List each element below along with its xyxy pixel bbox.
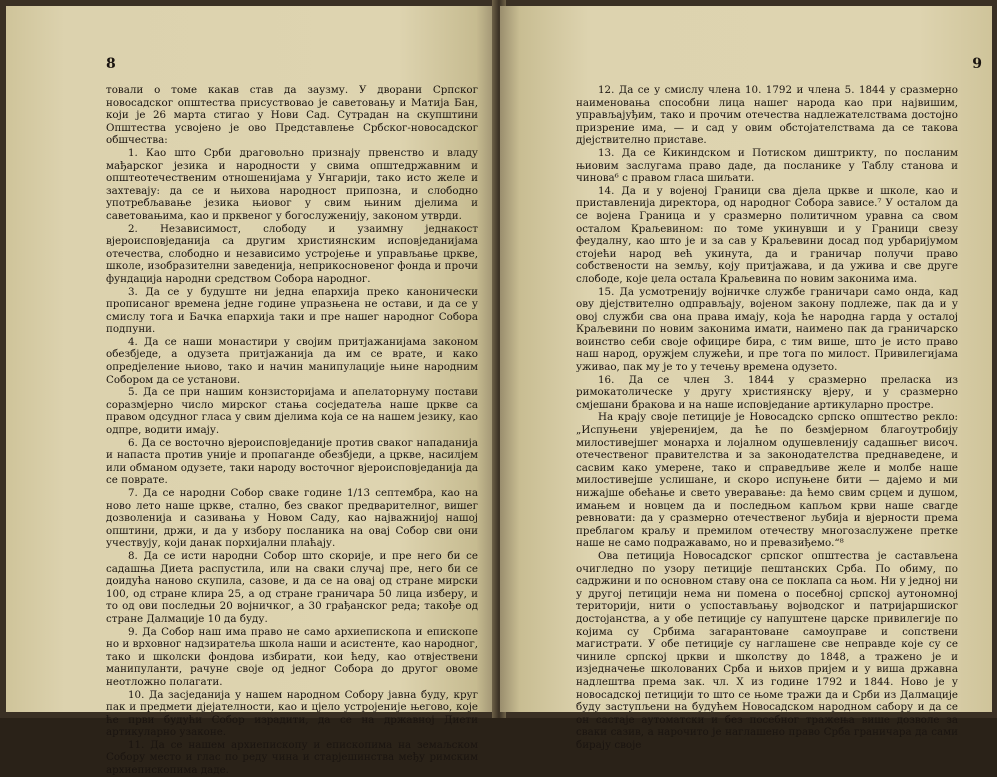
left-page	[6, 6, 496, 777]
paragraph: 1. Као што Срби драговољно признају првенство и владу мађарског језика и народности у свима општедржавним и општеотечественим отношенијама у Унгарији, тако исто желе и захтевају: да се и њихова народност припозна, и слободно употребљавање језика њиовог у свим њиним дјелима и саветовањима, као и прквеног у богослуженију, законом утврди.	[106, 146, 478, 222]
paragraph: 7. Да се народни Собор сваке године 1/13 септембра, као на ново лето наше цркве, стално, без сваког предварителног, вишег дозволенија и сазивања у Новом Саду, као најважнијој нашој општини, држи, и да у избору посланика на овај Собор сви они учествују, који данак порхијални плаћају.	[106, 487, 478, 550]
paragraph: 9. Да Собор наш има право не само архиепископа и епископе но и врховног надзиратеља школа наши и асистенте, као народног, тако и школски фондова избирати, кои ћеду, као отвјествени манипуланти, рачуне своје од једног Собора до другог овоме неотложно полагати.	[106, 625, 478, 688]
paragraph: 2. Независимост, слободу и узаимну једнакост вјероисповједанија са другим християнским исповједанијама отечества, слободно и независимо устројење и управљање цркве, школе, изобразителни заведенија, неприкосновеног фонда и прочи фундација народни средством Собора народног.	[106, 222, 478, 285]
right-page-text	[576, 84, 958, 751]
paragraph: товали о томе какав став да заузму. У дворани Српског новосадског општества присуствовао је саветовању и Матија Бан, који је 26 марта стигао у Нови Сад. Сутрадан на скупштини Општества усвојено је ово Представлење Србског-новосадског обшчества:	[106, 84, 478, 147]
right-page-number: 9	[972, 56, 982, 72]
paragraph: 10. Да засједанија у нашем народном Собору јавна буду, круг пак и предмети дјејателности, као и цјело устројеније његово, које ће први будући Собор израдити, да се на државној Диети артикуларно узаконе.	[106, 688, 478, 739]
right-page	[500, 6, 992, 751]
paragraph: 3. Да се у будуште ни једна епархија преко канонически прописаног времена једне године упразњена не остави, и да се у смислу тога и Бачка епархија таки и пре нашег народног Собора подпуни.	[106, 285, 478, 336]
paragraph: 13. Да се Кикиндском и Потиском диштрикту, по посланим њиовим заслугама право даде, да посланике у Таблу станова и чинова⁶ с правом гласа шиљати.	[576, 146, 958, 185]
paragraph: 4. Да се наши монастири у својим притјажанијама законом обезбједе, а одузета притјажанија да им се врате, и како опредјеление њиово, тако и начин манипулације њине народним Собором да се установи.	[106, 335, 478, 386]
left-page-number: 8	[106, 56, 116, 72]
paragraph: 15. Да усмотренију војничке службе граничари само онда, кад ову дјејствително одправљају, војеном закону подлеже, пак да и у овој служби сва она права имају, која ће народна гарда у осталој Краљевини по новим законима имати, наимено пак да граничарско воинство себи своје официре бира, с тим више, што је исто право наш народ, оружјем служећи, и пре тога по милост. Привилегијама уживао, пак му је то у течењу времена одузето.	[576, 285, 958, 374]
paragraph: 6. Да се восточно вјероисповједаније против сваког нападанија и напаста против уније и пропаганде обезбједи, а цркве, насилјем или обманом одузете, таки народу восточног вјероисповједанија да се поврате.	[106, 436, 478, 487]
paragraph: 12. Да се у смислу члена 10. 1792 и члена 5. 1844 у сразмерно наименовања способни лица нашег народа као при највишим, управљајуђим, тако и прочим отечества надлежателствама достојно призрение има, — и сад у овим обстојателствама да се такова дјејствително приставе.	[576, 84, 958, 147]
paragraph: 11. Да се нашем архиепископу и епископима на земаљском Собору место и глас по реду чина и старјешинства међу римским архиепископима даде.	[106, 738, 478, 777]
paragraph: 8. Да се исти народни Собор што скорије, и пре него би се садашња Диета распустила, или на сваки случај пре, него би се доидућа наново скупила, сазове, и да се на овај од стране мирски 100, од стране клира 25, а од стране граничара 50 лица изберу, и то од ови последњи 20 војничког, а 30 грађанског реда; такође од стране Далмације 10 да буду.	[106, 549, 478, 625]
paragraph: 14. Да и у војеној Граници сва дјела цркве и школе, као и приставленија директора, од народног Собора зависе.⁷ У осталом да се војена Граница и у сразмерно политичном уравна са свом осталом Краљевином: по томе укинувши и у Граници свезу феудалну, као што је и за сав у Краљевини досад под урбаријумом стојећи народ већ укинута, да и граничар получи право собствености на земљу, коју притјажава, и да ужива и све друге слободе, које џела остала Краљевина по новим законима има.	[576, 184, 958, 285]
paragraph: 16. Да се члeн 3. 1844 у сразмерно преласка из римокатолическе у другу християнску вјеру, и у сразмерно смјешани бракова и на наше исповједание артикуларно простре.	[576, 373, 958, 411]
paragraph: Ова петиција Новосадског српског општества је састављена очигледно по узору петиције пештанских Срба. По обиму, по садржини и по основном ставу она се поклапа са њом. Ни у једној ни у другој петицији нема ни помена о посебној српској аутономној територији, нити о успостављању војводског и патријаршиског достојанства, а у обе петиције су напуштене царске привилегије по којима су Србима загарантоване самоуправе и сопствени магистрати. У обе петиције су наглашене све неправде које су се чиниле српској цркви и школству до 1848, а тражено је и изједначење школованих Срба и њихов пријем и у виша државна надлештва према зак. чл. X из године 1792 и 1844. Ново је у новосадској петицији то што се њоме тражи да и Срби из Далмације буду заступљени на будућем Новосадском народном сабору и да се он састаје аутоматски и без посебног тражења више дозволе за сваки сазив, а нарочито је наглашено право Срба граничара да сами бирају своје	[576, 549, 958, 751]
left-page-text	[106, 84, 478, 777]
paragraph: 5. Да се при нашим конзисторијама и апелаторнуму постави соразмјерно число мирског стања сосједатеља наше цркве са правом одсудног гласа у свим дјелима која се на нашем језику, као одпре, водити имају.	[106, 386, 478, 437]
paragraph: На крају своје петиције је Новосадско српско општество рекло: „Испуњени увјеренијем, да ће по безмјерном благоутробију милостивејшег монарха и лојалном одушевленију садашњег височ. отечественог правителства и за законодателства преднаведене, и сасвим како умерене, тако и справедљиве желе и молбе наше милостивејше услишане, и скоро испуњене бити — дајемо и ми нижајше обећање и свето уверавање: да ћемо свим срцем и душом, имањем и новцем да и последњом капљом крви наше свагде ревновати: да у сразмерно отечественог љубија и вјерности према преблагом краљу и премилом отечеству многозаслужене претке наше не само подражавамо, но и превазиђемо.“⁸	[576, 411, 958, 550]
